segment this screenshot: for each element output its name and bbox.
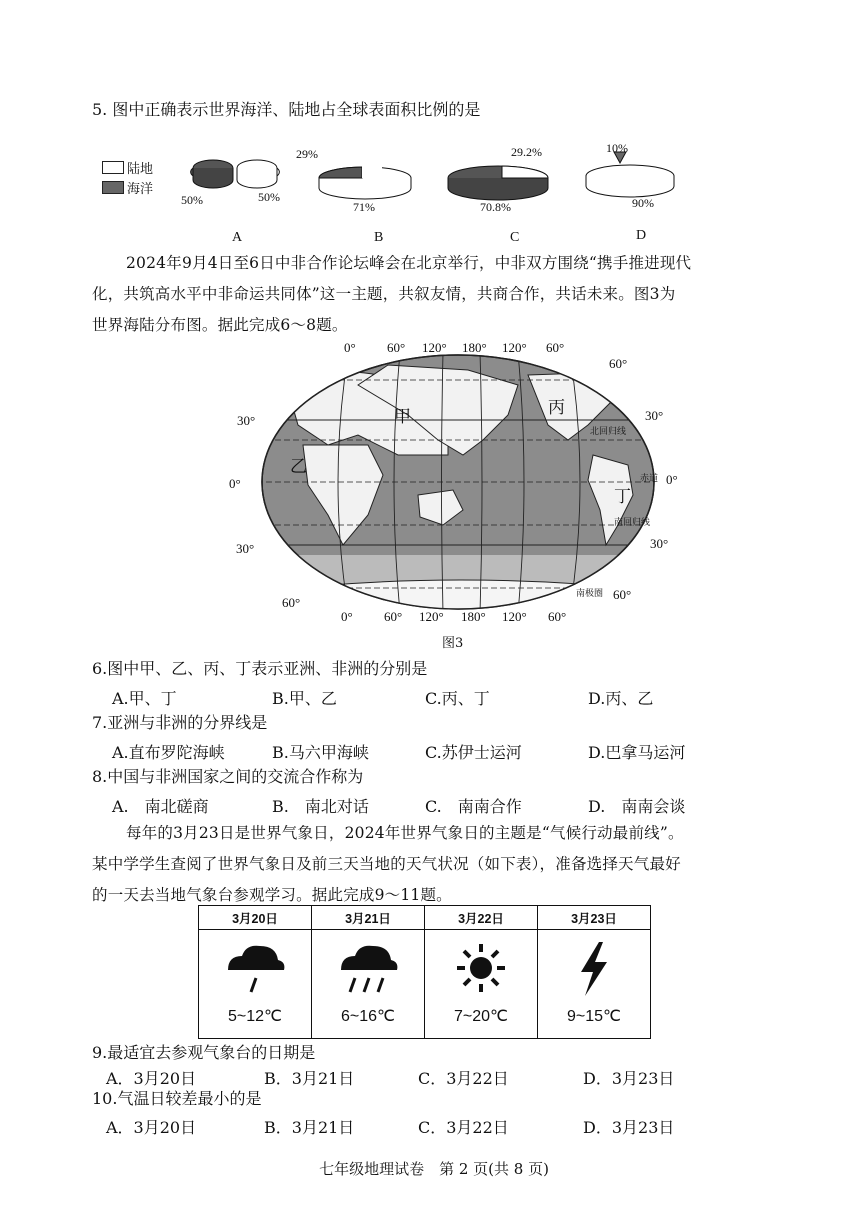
map-left-lat-60s: 60° (282, 595, 301, 610)
weather-cell-3 (425, 930, 538, 1039)
pie-a-right-label: 50% (258, 190, 280, 204)
pie-a-letter: A (232, 230, 243, 245)
weather-temp-2: 6~16℃ (340, 1008, 395, 1025)
map-left-lat-0: 0° (229, 476, 241, 491)
light-rain-icon (220, 940, 290, 998)
q10-option-d[interactable]: D．3月23日 (583, 1118, 675, 1137)
map-top-tick-1: 60° (387, 340, 406, 355)
map-right-lat-0: 0° (666, 472, 678, 487)
q9-option-d[interactable]: D．3月23日 (583, 1069, 675, 1088)
weather-table (198, 905, 651, 1039)
pie-b-top-label: 29% (296, 147, 318, 161)
map-label-ding: 丁 (614, 487, 631, 507)
map-tropic-of-capricorn: 南回归线 (614, 518, 651, 528)
weather-temp-4: 9~15℃ (566, 1008, 621, 1025)
map-right-lat-60n: 60° (609, 356, 628, 371)
question-7-text: 7.亚洲与非洲的分界线是 (92, 713, 268, 732)
q8-option-a[interactable]: A. 南北磋商 (112, 797, 209, 816)
weather-date-3: 3月22日 (425, 906, 538, 930)
map-left-lat-30s: 30° (236, 541, 255, 556)
q7-option-c[interactable]: C.苏伊士运河 (425, 743, 522, 762)
intro-paragraph-2 (92, 818, 812, 911)
intro-1-line-1: 2024年9月4日至6日中非合作论坛峰会在北京举行，中非双方围绕“携手推进现代 (126, 254, 692, 272)
map-tropic-of-cancer: 北回归线 (590, 427, 627, 437)
weather-condition-row (199, 930, 651, 1039)
pie-c-letter: C (510, 230, 520, 245)
pie-chart-b (310, 150, 420, 206)
q9-option-c[interactable]: C．3月22日 (418, 1069, 509, 1088)
map-top-tick-4: 120° (502, 340, 527, 355)
q10-option-a[interactable]: A．3月20日 (106, 1118, 197, 1137)
map-equator-label: 赤道 (640, 474, 659, 484)
weather-cell-2 (312, 930, 425, 1039)
weather-temp-1: 5~12℃ (227, 1008, 282, 1025)
map-antarctic-circle: 南极圈 (576, 589, 604, 599)
map-bottom-tick-1: 60° (384, 609, 403, 624)
map-bottom-tick-5: 60° (548, 609, 567, 624)
pie-d-top-label: 10% (606, 141, 628, 155)
map-top-tick-2: 120° (422, 340, 447, 355)
page-footer: 七年级地理试卷 第 2 页(共 8 页) (319, 1160, 549, 1178)
lightning-icon (559, 940, 629, 998)
pie-b-bottom-label: 71% (353, 200, 375, 214)
q7-option-b[interactable]: B.马六甲海峡 (272, 743, 369, 762)
intro-2-line-2: 某中学学生查阅了世界气象日及前三天当地的天气状况（如下表），准备选择天气最好 (92, 855, 681, 873)
map-right-lat-30s: 30° (650, 536, 669, 551)
sunny-icon (446, 940, 516, 998)
map-bottom-tick-2: 120° (419, 609, 444, 624)
legend (102, 157, 153, 197)
map-top-tick-5: 60° (546, 340, 565, 355)
question-6-text: 6.图中甲、乙、丙、丁表示亚洲、非洲的分别是 (92, 659, 428, 678)
question-10-text: 10.气温日较差最小的是 (92, 1089, 262, 1108)
q6-option-b[interactable]: B.甲、乙 (272, 689, 337, 708)
map-right-lat-30n: 30° (645, 408, 664, 423)
intro-paragraph-1 (92, 248, 792, 341)
legend-ocean-swatch (102, 181, 124, 194)
map-top-tick-0: 0° (344, 340, 356, 355)
intro-2-line-3: 的一天去当地气象台参观学习。据此完成9～11题。 (92, 886, 452, 904)
map-label-bing: 丙 (548, 398, 565, 418)
moderate-rain-icon (333, 940, 403, 998)
map-left-lat-30n: 30° (237, 413, 256, 428)
map-bottom-tick-3: 180° (461, 609, 486, 624)
weather-temp-3: 7~20℃ (453, 1008, 508, 1025)
q6-option-a[interactable]: A.甲、丁 (112, 689, 177, 708)
q9-option-b[interactable]: B．3月21日 (264, 1069, 355, 1088)
question-9-text: 9.最适宜去参观气象台的日期是 (92, 1043, 316, 1062)
q6-option-c[interactable]: C.丙、丁 (425, 689, 490, 708)
question-5-text: 5. 图中正确表示世界海洋、陆地占全球表面积比例的是 (92, 100, 481, 119)
legend-land-label: 陆地 (127, 161, 154, 177)
question-8-text: 8.中国与非洲国家之间的交流合作称为 (92, 767, 364, 786)
map-label-jia: 甲 (394, 407, 411, 427)
pie-c-bottom-label: 70.8% (480, 200, 511, 214)
pie-c-top-label: 29.2% (511, 145, 542, 159)
map-bottom-tick-0: 0° (341, 609, 353, 624)
q8-option-c[interactable]: C. 南南合作 (425, 797, 522, 816)
map-label-yi: 乙 (290, 457, 307, 477)
pie-chart-d (580, 150, 680, 206)
map-top-tick-3: 180° (462, 340, 487, 355)
pie-d-bottom-label: 90% (632, 196, 654, 210)
weather-date-row (199, 906, 651, 930)
intro-2-line-1: 每年的3月23日是世界气象日，2024年世界气象日的主题是“气候行动最前线”。 (126, 824, 684, 842)
intro-1-line-3: 世界海陆分布图。据此完成6～8题。 (92, 316, 348, 334)
map-right-lat-60s: 60° (613, 587, 632, 602)
weather-date-2: 3月21日 (312, 906, 425, 930)
weather-cell-1 (199, 930, 312, 1039)
legend-ocean-label: 海洋 (127, 181, 154, 197)
weather-cell-4 (538, 930, 651, 1039)
q7-option-d[interactable]: D.巴拿马运河 (588, 743, 686, 762)
map-caption: 图3 (442, 636, 464, 651)
weather-date-1: 3月20日 (199, 906, 312, 930)
q8-option-b[interactable]: B. 南北对话 (272, 797, 369, 816)
weather-date-4: 3月23日 (538, 906, 651, 930)
q6-option-d[interactable]: D.丙、乙 (588, 689, 654, 708)
world-map (248, 345, 668, 620)
q10-option-c[interactable]: C．3月22日 (418, 1118, 509, 1137)
pie-b-letter: B (374, 230, 384, 245)
q9-option-a[interactable]: A．3月20日 (106, 1069, 197, 1088)
q10-option-b[interactable]: B．3月21日 (264, 1118, 355, 1137)
map-bottom-tick-4: 120° (502, 609, 527, 624)
pie-a-left-label: 50% (181, 193, 203, 207)
q7-option-a[interactable]: A.直布罗陀海峡 (112, 743, 225, 762)
q8-option-d[interactable]: D. 南南会谈 (588, 797, 686, 816)
intro-1-line-2: 化，共筑高水平中非命运共同体”这一主题，共叙友情，共商合作，共话未来。图3为 (92, 285, 676, 303)
pie-chart-c (440, 150, 560, 206)
pie-d-letter: D (636, 228, 647, 243)
legend-land-swatch (102, 161, 124, 174)
